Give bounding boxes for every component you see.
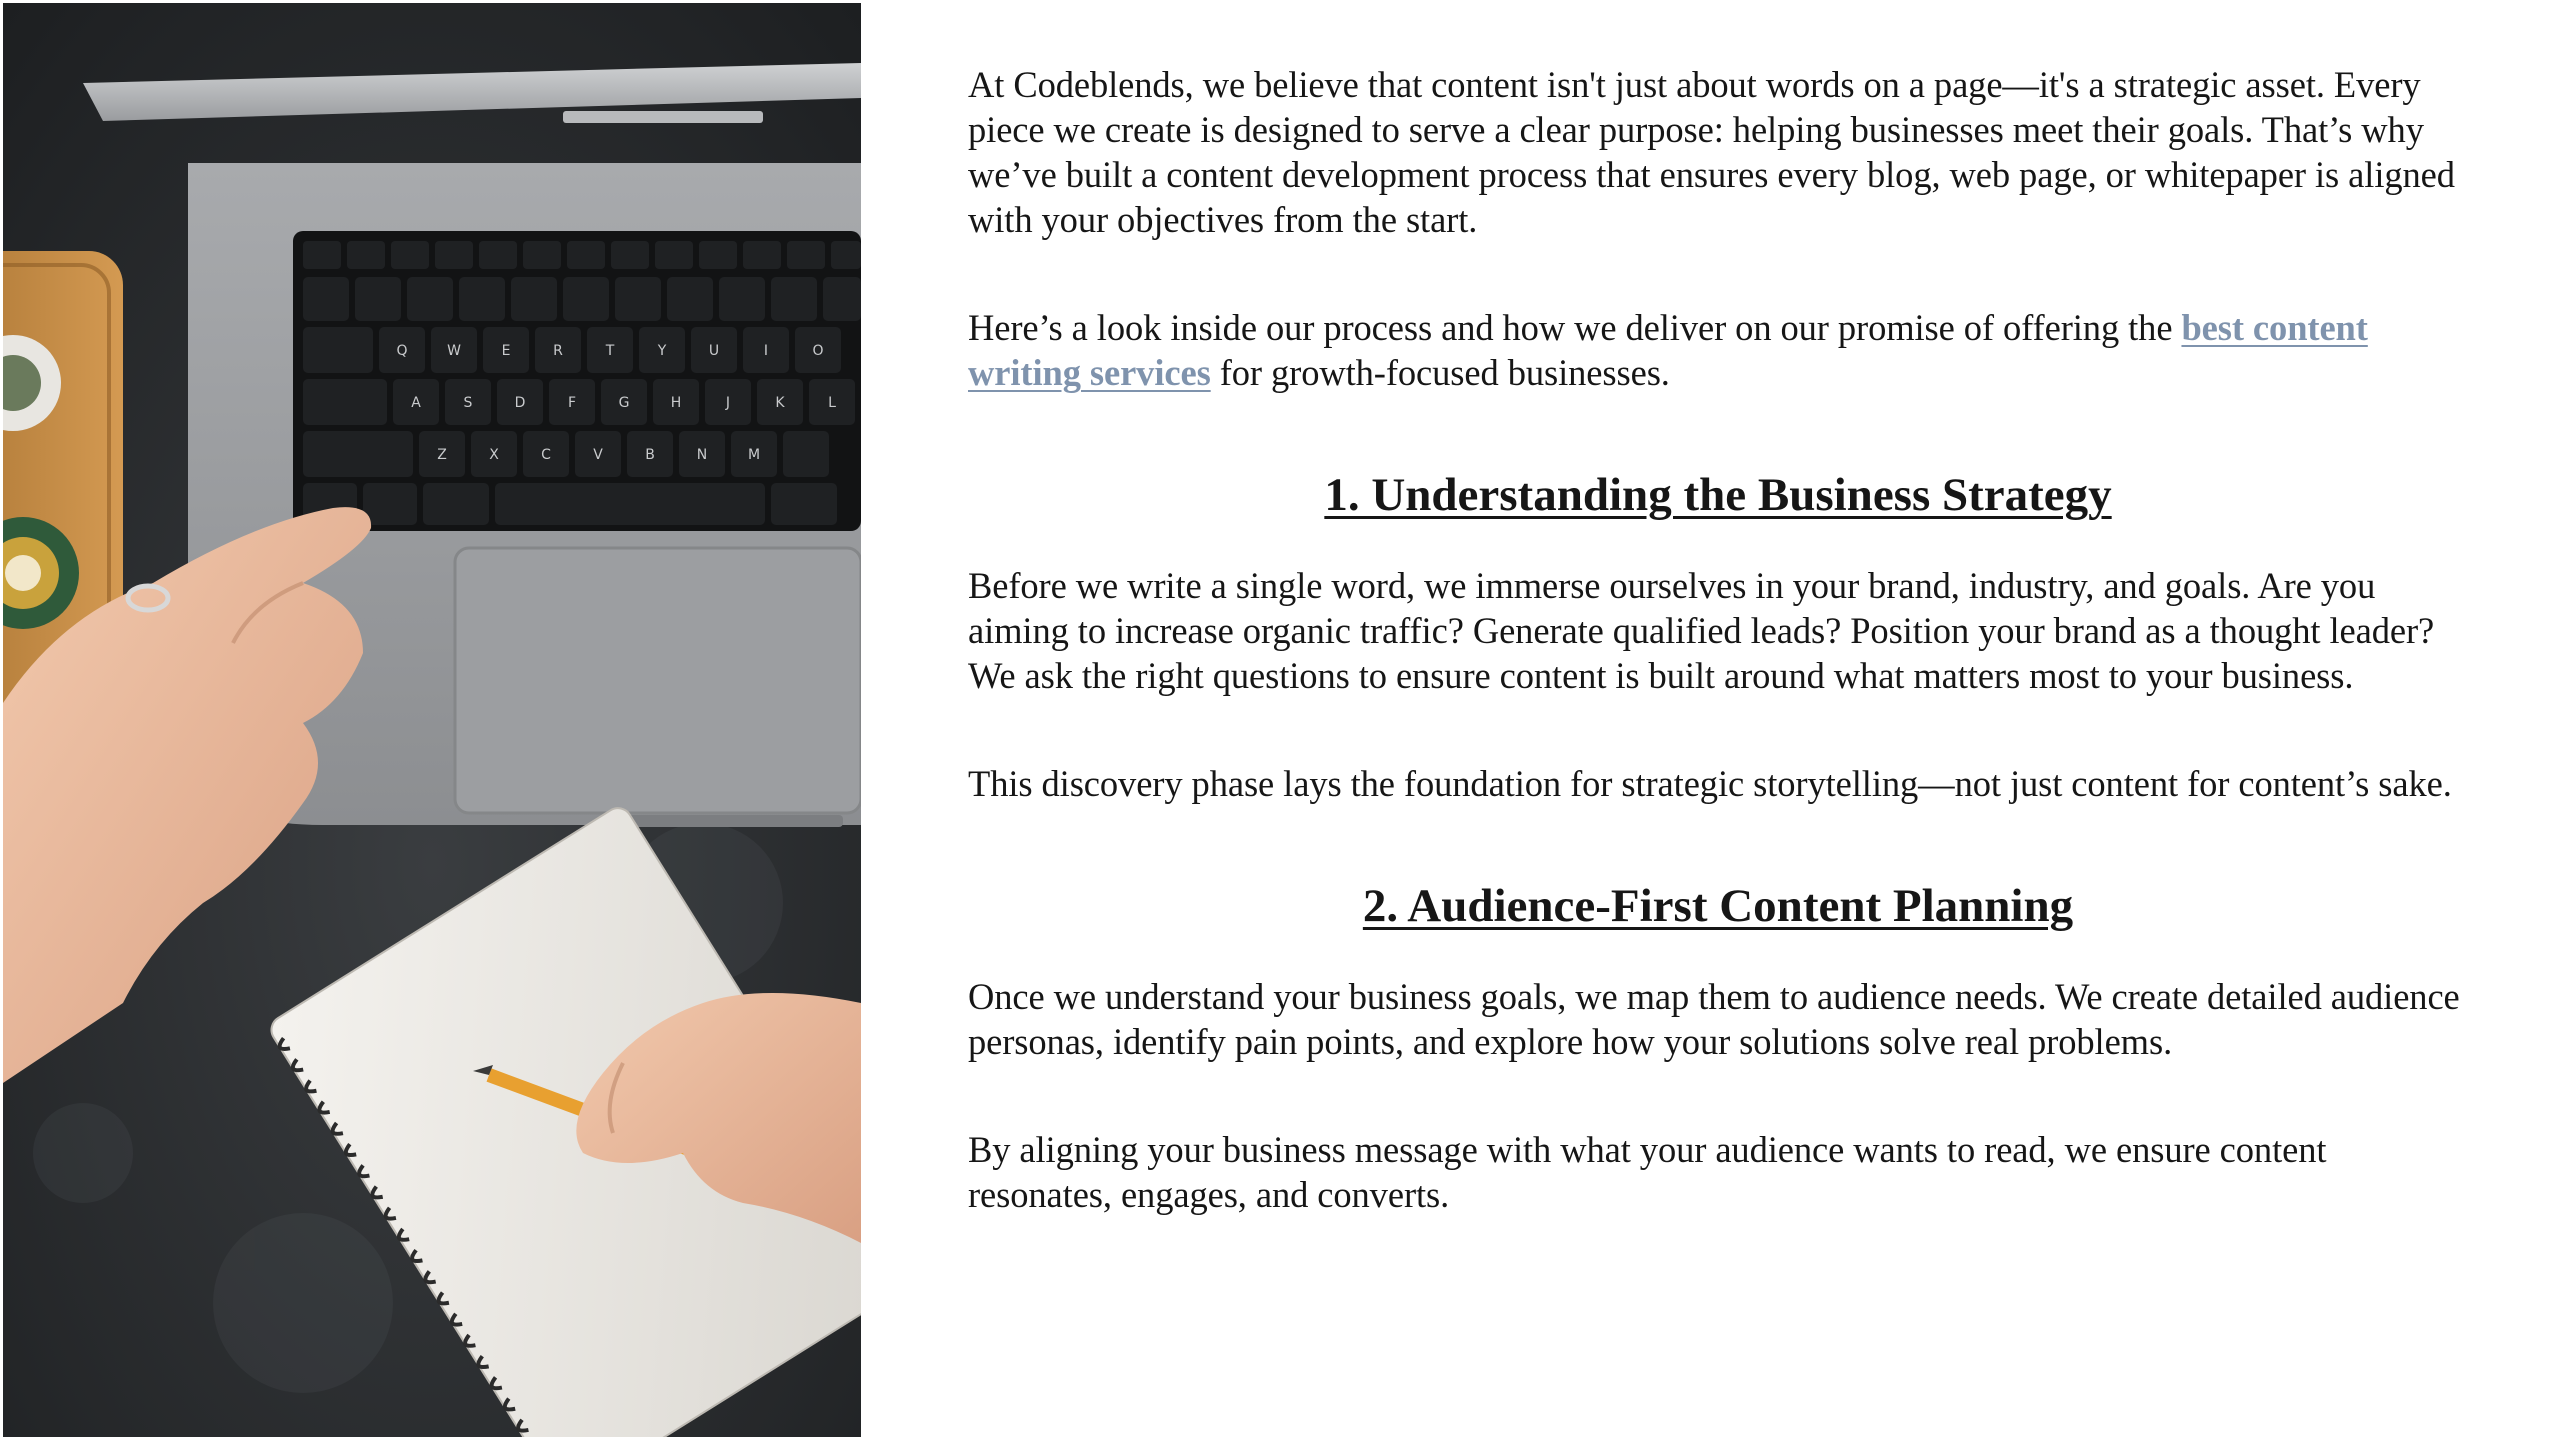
section-2-paragraph-2: By aligning your business message with what your audience wants to read, we ensure content resonates, engages, and converts. [968,1129,2327,1215]
process-paragraph [968,305,2468,395]
process-text-before: Here’s a look inside our process and how we deliver on our promise of offering the [968,307,2182,348]
svg-text:T: T [605,343,615,359]
svg-text:Q: Q [396,343,408,359]
svg-text:G: G [618,395,630,411]
svg-text:V: V [593,447,603,463]
svg-text:X: X [489,447,499,463]
process-text-after: for growth-focused businesses. [1210,352,1670,393]
svg-text:Y: Y [657,343,667,359]
svg-text:I: I [763,343,769,359]
section-1-paragraph-2: This discovery phase lays the foundation for strategic storytelling—not just content for content’s sake. [968,763,2452,804]
svg-text:W: W [447,343,461,359]
hero-photo [3,3,861,1437]
svg-text:Z: Z [437,447,447,463]
best-content-writing-services-link[interactable]: best content writing services [968,307,2368,393]
svg-text:R: R [553,343,563,359]
svg-text:H: H [670,395,682,411]
svg-text:S: S [463,395,473,411]
svg-text:E: E [501,343,511,359]
svg-text:U: U [708,343,720,359]
section-2-heading: 2. Audience-First Content Planning [1362,880,2074,932]
svg-text:O: O [812,343,824,359]
svg-text:K: K [775,395,785,411]
section-2-paragraph-1: Once we understand your business goals, we map them to audience needs. We create detailed audience personas, identify pain points, and explore how your solutions solve real problems. [968,976,2460,1062]
svg-text:D: D [514,395,526,411]
laptop-notebook-desk-photo-icon [3,3,861,1437]
svg-text:C: C [541,447,551,463]
svg-text:A: A [411,395,421,411]
section-1-paragraph-1: Before we write a single word, we immerse ourselves in your brand, industry, and goals. Are you aiming to increase organic traffic? Generate qualified leads? Position your brand as a thought leader? We ask the right questions to ensure content is built around what matters most to your business. [968,565,2435,696]
intro-paragraph: At Codeblends, we believe that content isn't just about words on a page—it's a strategic asset. Every piece we create is designed to serve a clear purpose: helping businesses meet their goals. That’s why we’ve built a content development process that ensures every blog, web page, or whitepaper is aligned with your objectives from the start. [968,64,2455,240]
svg-text:F: F [567,395,577,411]
article [968,62,2468,1217]
svg-text:N: N [696,447,708,463]
svg-text:B: B [645,447,655,463]
svg-text:J: J [725,395,731,411]
svg-text:M: M [747,447,761,463]
section-1-heading: 1. Understanding the Business Strategy [1324,469,2112,521]
svg-text:L: L [828,395,836,411]
